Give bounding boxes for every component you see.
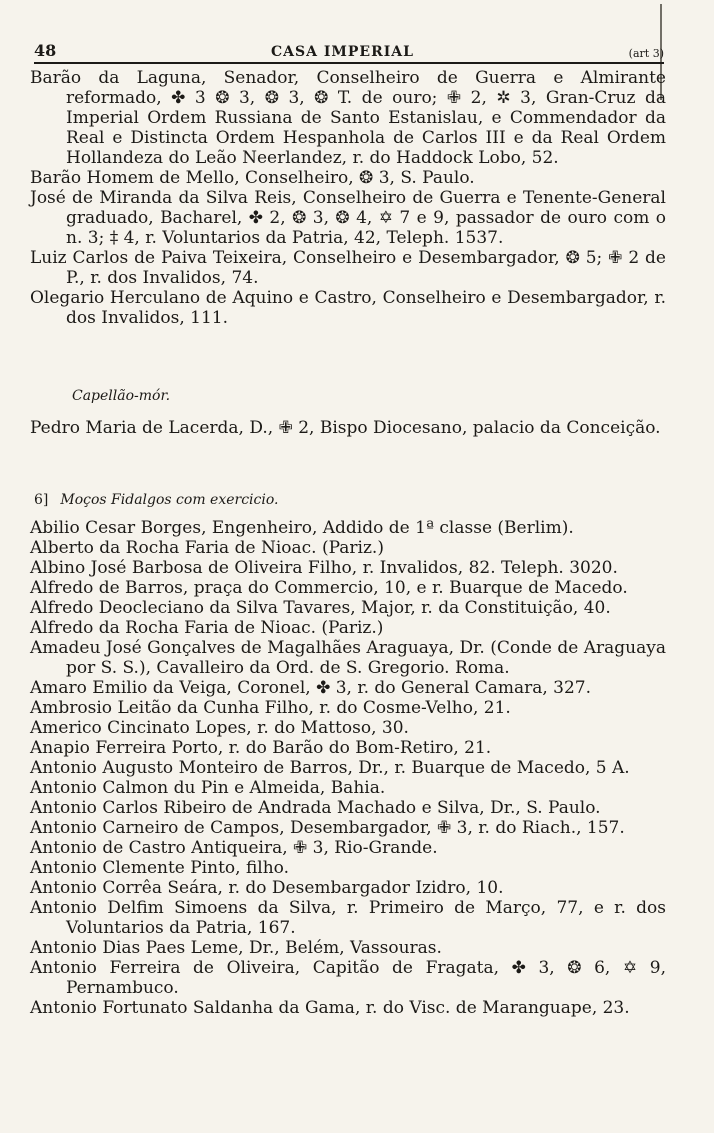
entry: Antonio Ferreira de Oliveira, Capitão de Fragata, ✤ 3, ❂ 6, ✡ 9, Pernambuco. (30, 958, 666, 998)
section-title-mocos (30, 490, 666, 510)
entry: Anapio Ferreira Porto, r. do Barão do Bom-Retiro, 21. (30, 738, 492, 758)
entry: Luiz Carlos de Paiva Teixeira, Conselheiro e Desembargador, ❂ 5; ✙ 2 de P., r. dos Invalidos, 74. (30, 248, 666, 288)
article-ref: (art 3) (628, 47, 664, 60)
entry: Antonio Fortunato Saldanha da Gama, r. do Visc. de Maranguape, 23. (30, 998, 630, 1018)
entry: Antonio Corrêa Seára, r. do Desembargador Izidro, 10. (30, 878, 504, 898)
entry: Antonio Clemente Pinto, filho. (30, 858, 290, 878)
entry: Albino José Barbosa de Oliveira Filho, r. Invalidos, 82. Teleph. 3020. (30, 558, 618, 578)
entry: Olegario Herculano de Aquino e Castro, Conselheiro e Desembargador, r. dos Invalidos, 111. (30, 288, 666, 328)
entry: Americo Cincinato Lopes, r. do Mattoso, 30. (30, 718, 409, 738)
page-number: 48 (34, 41, 57, 60)
entry: Antonio Dias Paes Leme, Dr., Belém, Vassouras. (30, 938, 442, 958)
page-header (34, 34, 664, 64)
section-mark: 6] (34, 492, 49, 508)
running-title: CASA IMPERIAL (270, 44, 414, 60)
entry: Amaro Emilio da Veiga, Coronel, ✤ 3, r. do General Camara, 327. (30, 678, 592, 698)
entry: Alfredo da Rocha Faria de Nioac. (Pariz.) (30, 618, 384, 638)
entry: Alberto da Rocha Faria de Nioac. (Pariz.) (30, 538, 384, 558)
entry: Antonio Carneiro de Campos, Desembargador, ✙ 3, r. do Riach., 157. (30, 818, 625, 838)
entry: Barão da Laguna, Senador, Conselheiro de Guerra e Almirante reformado, ✤ 3 ❂ 3, ❂ 3, ❂ T. de ouro; ✙ 2, ✲ 3, Gran-Cruz da Imperial Ordem Russiana de Santo Estanislau, e Commendador da Real e Distincta Ordem Hespanhola de Carlos III e da Real Ordem Hollandeza do Leão Neerlandez, r. do Haddock Lobo, 52. (30, 68, 666, 168)
entry: Amadeu José Gonçalves de Magalhães Araguaya, Dr. (Conde de Araguaya por S. S.), Cavalleiro da Ord. de S. Gregorio. Roma. (30, 638, 666, 678)
section-title-text: Moços Fidalgos com exercicio. (60, 492, 279, 508)
entry: Antonio Augusto Monteiro de Barros, Dr., r. Buarque de Macedo, 5 A. (30, 758, 630, 778)
section-title-capellao: Capellão-mór. (72, 388, 171, 404)
entry: Alfredo de Barros, praça do Commercio, 10, e r. Buarque de Macedo. (30, 578, 628, 598)
entry: Antonio de Castro Antiqueira, ✙ 3, Rio-Grande. (30, 838, 438, 858)
entry: José de Miranda da Silva Reis, Conselheiro de Guerra e Tenente-General graduado, Bacharel, ✤ 2, ❂ 3, ❂ 4, ✡ 7 e 9, passador de ouro com o n. 3; ‡ 4, r. Voluntarios da Patria, 42, Teleph. 1537. (30, 188, 666, 248)
entry: Abilio Cesar Borges, Engenheiro, Addido de 1ª classe (Berlim). (30, 518, 574, 538)
entry: Barão Homem de Mello, Conselheiro, ❂ 3, S. Paulo. (30, 168, 475, 188)
entry: Ambrosio Leitão da Cunha Filho, r. do Cosme-Velho, 21. (30, 698, 511, 718)
entry: Pedro Maria de Lacerda, D., ✙ 2, Bispo Diocesano, palacio da Conceição. (30, 418, 661, 438)
entry: Alfredo Deocleciano da Silva Tavares, Major, r. da Constituição, 40. (30, 598, 611, 618)
entry: Antonio Calmon du Pin e Almeida, Bahia. (30, 778, 386, 798)
entry: Antonio Carlos Ribeiro de Andrada Machado e Silva, Dr., S. Paulo. (30, 798, 601, 818)
entry: Antonio Delfim Simoens da Silva, r. Primeiro de Março, 77, e r. dos Voluntarios da Patria, 167. (30, 898, 666, 938)
page-body (30, 68, 666, 1018)
